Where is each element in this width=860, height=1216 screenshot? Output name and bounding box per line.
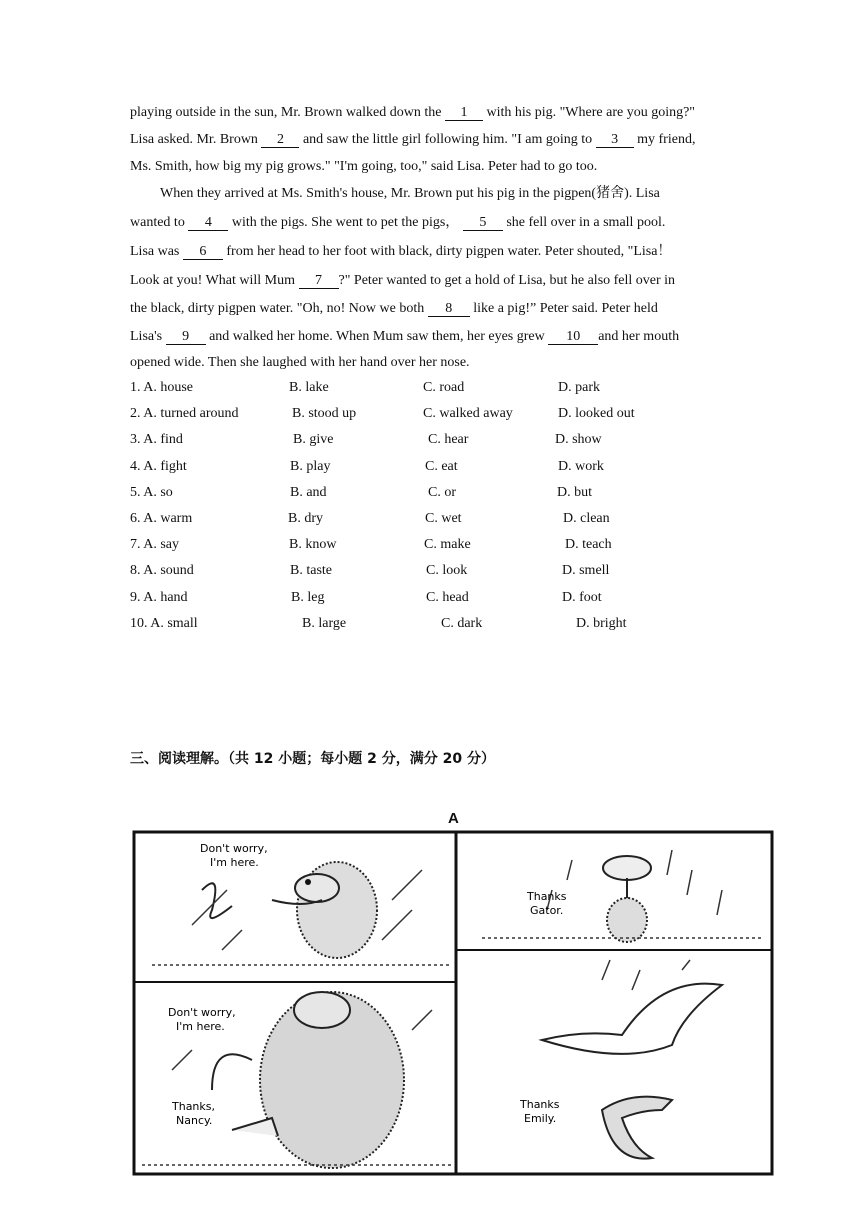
passage-text: and saw the little girl following him. "I am going to <box>299 132 596 147</box>
option-choice: C. road <box>423 380 465 395</box>
passage-line-3: Ms. Smith, how big my pig grows." "I'm going, too," said Lisa. Peter had to go too. <box>130 159 598 174</box>
panel-3-speech-bottom-line-2: Nancy. <box>176 1114 213 1127</box>
option-choice: D. smell <box>562 563 610 579</box>
option-choice: D. park <box>558 380 600 395</box>
option-row <box>0 589 860 607</box>
blank-10: 10 <box>548 330 598 345</box>
option-choice: B. lake <box>289 380 329 395</box>
passage-text: and walked her home. When Mum saw them, her eyes grew <box>205 329 549 344</box>
option-choice: D. show <box>555 432 602 448</box>
blank-2: 2 <box>261 133 299 148</box>
passage-text: playing outside in the sun, Mr. Brown walked down the <box>130 105 445 120</box>
option-choice: 1. A. house <box>130 380 193 395</box>
option-choice: B. know <box>289 537 337 553</box>
blank-9: 9 <box>166 330 206 345</box>
option-row <box>0 484 860 502</box>
option-choice: C. hear <box>428 432 469 448</box>
blank-5: 5 <box>463 216 503 231</box>
option-choice: 4. A. fight <box>130 458 187 474</box>
passage-text: Lisa asked. Mr. Brown <box>130 132 262 147</box>
passage-text: wanted to <box>130 215 189 230</box>
blank-8: 8 <box>428 302 470 317</box>
comic-illustration <box>132 830 774 1176</box>
option-choice: D. bright <box>576 615 627 631</box>
blank-6: 6 <box>183 245 223 260</box>
panel-4-speech-line-1: Thanks <box>520 1098 560 1111</box>
passage-text: Look at you! What will Mum <box>130 273 299 288</box>
passage-line-7 <box>130 272 730 290</box>
panel-3-speech-top-line-1: Don't worry, <box>168 1006 236 1019</box>
option-choice: C. wet <box>425 511 462 526</box>
option-choice: B. leg <box>291 589 325 605</box>
option-choice: B. stood up <box>292 406 357 422</box>
section-title: 三、阅读理解。（共 12 小题；每小题 2 分，满分 20 分） <box>130 751 495 767</box>
passage-text: and her mouth <box>598 329 680 344</box>
passage-line-9 <box>130 328 730 346</box>
panel-2-speech-line-2: Gator. <box>530 904 564 917</box>
option-choice: 8. A. sound <box>130 563 194 579</box>
passage-line-1 <box>130 104 730 122</box>
option-choice: 2. A. turned around <box>130 406 239 422</box>
option-choice: C. walked away <box>423 406 513 422</box>
option-row <box>0 458 860 476</box>
option-choice: C. eat <box>425 458 458 474</box>
option-choice: C. make <box>424 537 471 553</box>
option-choice: B. and <box>290 484 327 500</box>
option-row <box>0 379 860 397</box>
option-row <box>0 431 860 449</box>
passage-text: with the pigs. She went to pet the pigs， <box>228 215 463 230</box>
panel-1-speech-line-2: I'm here. <box>210 856 259 869</box>
option-choice: C. head <box>426 589 469 605</box>
option-choice: D. work <box>558 458 604 474</box>
option-choice: B. large <box>302 615 347 631</box>
option-choice: 5. A. so <box>130 484 173 500</box>
option-choice: 6. A. warm <box>130 511 193 526</box>
passage-line-10: opened wide. Then she laughed with her hand over her nose. <box>130 355 470 370</box>
option-row <box>0 510 860 528</box>
option-choice: B. give <box>293 432 334 448</box>
comic-strip <box>132 830 774 1176</box>
option-choice: D. teach <box>565 537 612 553</box>
option-choice: 3. A. find <box>130 432 183 448</box>
blank-1: 1 <box>445 106 483 121</box>
blank-3: 3 <box>596 133 634 148</box>
passage-text: she fell over in a small pool. <box>502 215 666 230</box>
option-choice: C. look <box>426 563 468 579</box>
panel-3-speech-bottom-line-1: Thanks, <box>172 1100 216 1113</box>
option-choice: B. taste <box>290 563 332 579</box>
passage-text: Lisa was <box>130 244 183 259</box>
passage-text: my friend, <box>633 132 696 147</box>
option-choice: 9. A. hand <box>130 589 188 605</box>
option-row <box>0 405 860 423</box>
option-row <box>0 615 860 633</box>
option-choice: C. or <box>428 484 456 500</box>
option-row <box>0 536 860 554</box>
blank-7: 7 <box>299 274 339 289</box>
option-choice: B. dry <box>288 511 323 526</box>
option-choice: D. but <box>557 484 592 500</box>
passage-line-2 <box>130 131 730 149</box>
panel-4-speech-line-2: Emily. <box>524 1112 557 1125</box>
option-choice: D. foot <box>562 589 602 605</box>
passage-text: the black, dirty pigpen water. "Oh, no! Now we both <box>130 301 428 316</box>
passage-text: Lisa's <box>130 329 166 344</box>
option-choice: 7. A. say <box>130 537 179 553</box>
panel-2-speech-line-1: Thanks <box>527 890 567 903</box>
passage-text: like a pig!” Peter said. Peter held <box>469 301 658 316</box>
option-choice: C. dark <box>441 615 483 631</box>
option-choice: B. play <box>290 458 331 474</box>
passage-line-6 <box>130 243 730 261</box>
blank-4: 4 <box>188 216 228 231</box>
passage-text: from her head to her foot with black, dirty pigpen water. Peter shouted, "Lisa！ <box>222 244 672 259</box>
passage-line-8 <box>130 300 730 318</box>
option-choice: D. looked out <box>558 406 635 422</box>
option-choice: D. clean <box>563 511 610 526</box>
option-choice: 10. A. small <box>130 615 198 631</box>
passage-text: with his pig. "Where are you going?" <box>482 105 696 120</box>
passage-text: ?" Peter wanted to get a hold of Lisa, but he also fell over in <box>338 273 676 288</box>
passage-line-4: When they arrived at Ms. Smith's house, Mr. Brown put his pig in the pigpen(猪舍). Lisa <box>160 186 660 201</box>
option-row <box>0 562 860 580</box>
comic-label: A <box>448 810 459 827</box>
passage-line-5 <box>130 214 730 232</box>
panel-3-speech-top-line-2: I'm here. <box>176 1020 225 1033</box>
panel-1-speech-line-1: Don't worry, <box>200 842 268 855</box>
